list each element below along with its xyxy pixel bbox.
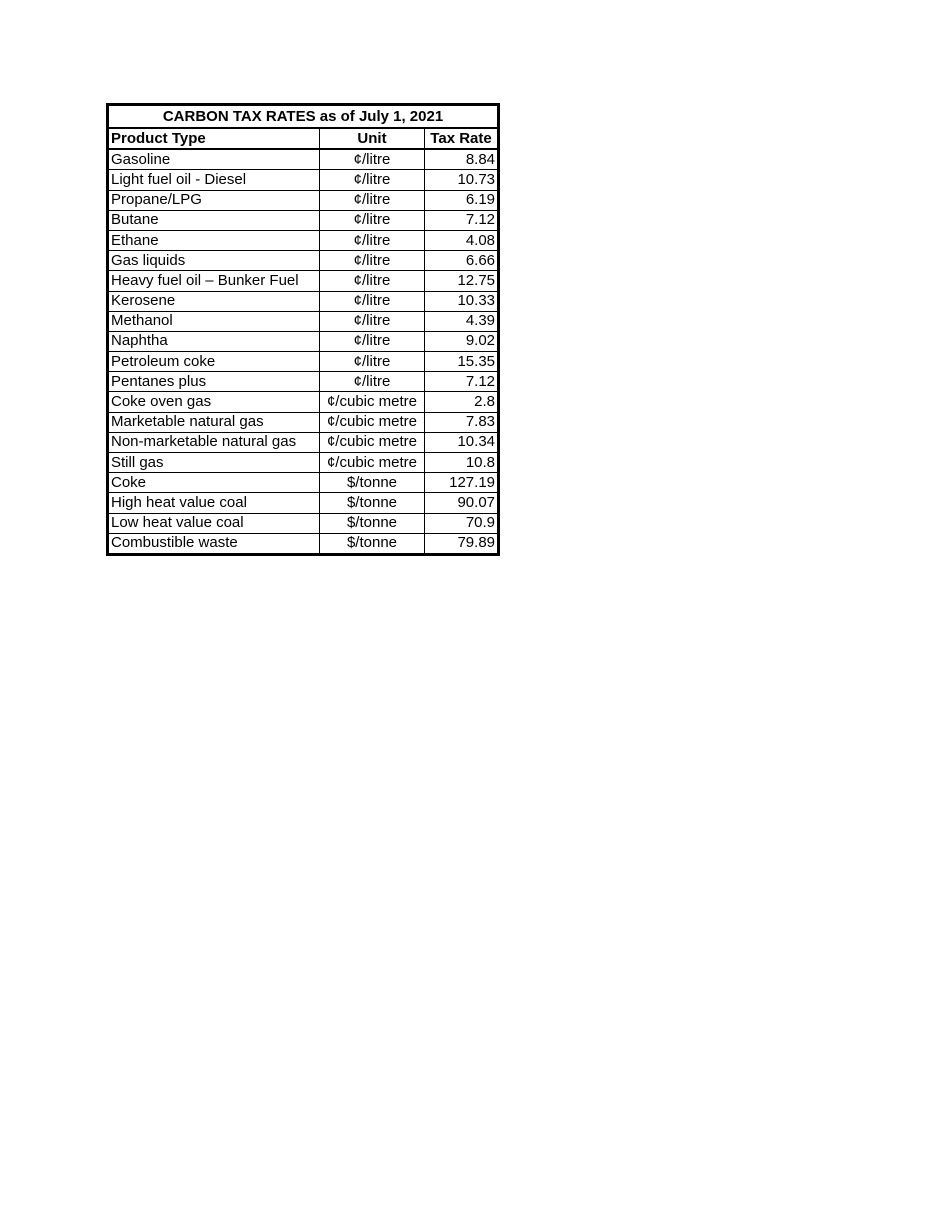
table-row [108, 473, 499, 493]
unit-cell: $/tonne [320, 473, 425, 493]
unit-cell: ¢/litre [320, 372, 425, 392]
unit-cell: ¢/litre [320, 352, 425, 372]
product-cell: Still gas [108, 453, 320, 473]
rate-cell: 90.07 [425, 493, 499, 513]
rate-cell: 70.9 [425, 513, 499, 533]
table-row [108, 331, 499, 351]
product-cell: Light fuel oil - Diesel [108, 170, 320, 190]
product-cell: Marketable natural gas [108, 412, 320, 432]
rate-cell: 6.19 [425, 190, 499, 210]
table-row [108, 230, 499, 250]
table-header-row [108, 128, 499, 149]
product-cell: Gas liquids [108, 251, 320, 271]
unit-cell: ¢/litre [320, 230, 425, 250]
unit-cell: ¢/litre [320, 271, 425, 291]
rate-cell: 10.34 [425, 432, 499, 452]
unit-cell: ¢/litre [320, 331, 425, 351]
rate-cell: 12.75 [425, 271, 499, 291]
header-tax-rate: Tax Rate [425, 128, 499, 149]
product-cell: Coke [108, 473, 320, 493]
table-row [108, 513, 499, 533]
rate-cell: 7.83 [425, 412, 499, 432]
product-cell: Coke oven gas [108, 392, 320, 412]
unit-cell: ¢/cubic metre [320, 412, 425, 432]
table-row [108, 210, 499, 230]
unit-cell: ¢/litre [320, 210, 425, 230]
unit-cell: ¢/litre [320, 251, 425, 271]
table-row [108, 190, 499, 210]
product-cell: Butane [108, 210, 320, 230]
rate-cell: 7.12 [425, 372, 499, 392]
unit-cell: ¢/litre [320, 190, 425, 210]
product-cell: Low heat value coal [108, 513, 320, 533]
unit-cell: ¢/litre [320, 149, 425, 170]
table-row [108, 432, 499, 452]
unit-cell: $/tonne [320, 493, 425, 513]
rate-cell: 6.66 [425, 251, 499, 271]
unit-cell: ¢/cubic metre [320, 392, 425, 412]
rate-cell: 10.73 [425, 170, 499, 190]
product-cell: Gasoline [108, 149, 320, 170]
table-row [108, 533, 499, 554]
unit-cell: $/tonne [320, 513, 425, 533]
table-title: CARBON TAX RATES as of July 1, 2021 [108, 105, 499, 129]
table-body [108, 149, 499, 554]
product-cell: Heavy fuel oil – Bunker Fuel [108, 271, 320, 291]
product-cell: Combustible waste [108, 533, 320, 554]
rate-cell: 4.08 [425, 230, 499, 250]
unit-cell: ¢/litre [320, 311, 425, 331]
header-product-type: Product Type [108, 128, 320, 149]
table-row [108, 251, 499, 271]
table-title-row [108, 105, 499, 129]
product-cell: Petroleum coke [108, 352, 320, 372]
rate-cell: 10.8 [425, 453, 499, 473]
table-row [108, 291, 499, 311]
unit-cell: ¢/cubic metre [320, 453, 425, 473]
table-row [108, 149, 499, 170]
table-row [108, 311, 499, 331]
unit-cell: ¢/cubic metre [320, 432, 425, 452]
product-cell: High heat value coal [108, 493, 320, 513]
table-row [108, 372, 499, 392]
table-row [108, 453, 499, 473]
rate-cell: 4.39 [425, 311, 499, 331]
rate-cell: 9.02 [425, 331, 499, 351]
product-cell: Propane/LPG [108, 190, 320, 210]
product-cell: Ethane [108, 230, 320, 250]
product-cell: Naphtha [108, 331, 320, 351]
table-row [108, 412, 499, 432]
table-row [108, 352, 499, 372]
rate-cell: 15.35 [425, 352, 499, 372]
table-row [108, 493, 499, 513]
table-row [108, 170, 499, 190]
rate-cell: 79.89 [425, 533, 499, 554]
product-cell: Methanol [108, 311, 320, 331]
rate-cell: 10.33 [425, 291, 499, 311]
product-cell: Pentanes plus [108, 372, 320, 392]
unit-cell: $/tonne [320, 533, 425, 554]
unit-cell: ¢/litre [320, 291, 425, 311]
carbon-tax-table [106, 103, 500, 556]
table-row [108, 271, 499, 291]
header-unit: Unit [320, 128, 425, 149]
rate-cell: 2.8 [425, 392, 499, 412]
rate-cell: 127.19 [425, 473, 499, 493]
unit-cell: ¢/litre [320, 170, 425, 190]
rate-cell: 7.12 [425, 210, 499, 230]
rate-cell: 8.84 [425, 149, 499, 170]
product-cell: Kerosene [108, 291, 320, 311]
table-row [108, 392, 499, 412]
product-cell: Non-marketable natural gas [108, 432, 320, 452]
